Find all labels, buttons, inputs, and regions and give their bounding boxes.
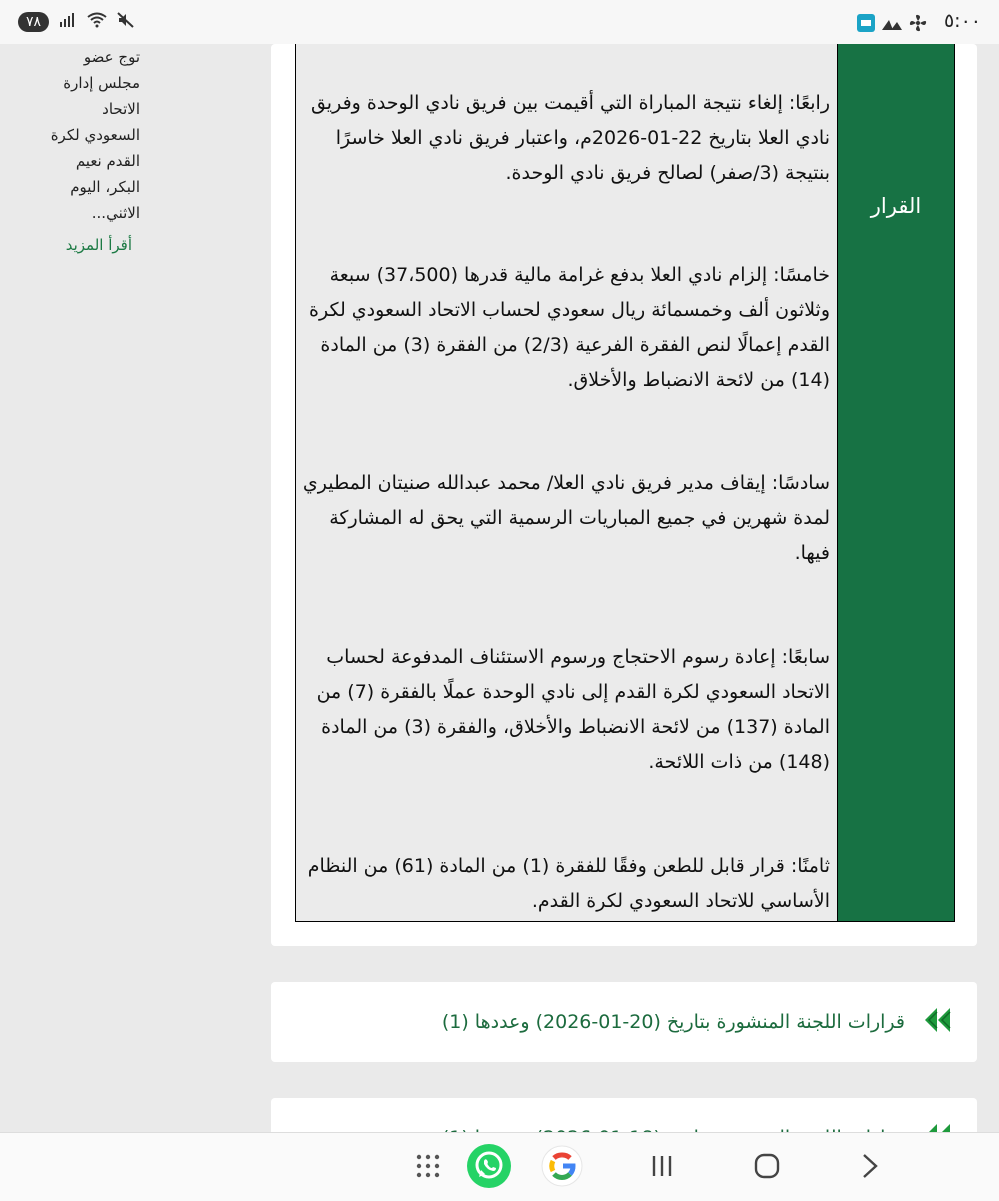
excerpt-line: البكر، اليوم: [70, 178, 140, 196]
committee-decisions-title[interactable]: قرارات اللجنة المنشورة بتاريخ (20-01-2026) وعددها (1): [441, 1011, 905, 1033]
read-more-link[interactable]: أقرأ المزيد: [65, 236, 132, 254]
navigation-bar: [0, 1132, 999, 1201]
clock: ٥:٠٠: [943, 10, 981, 32]
committee-decisions-link[interactable]: [442, 982, 953, 1062]
decision-paragraph: خامسًا: إلزام نادي العلا بدفع غرامة مالية قدرها (37،500) سبعة وثلاثون ألف وخمسمائة ريال سعودي لحساب الاتحاد السعودي لكرة القدم إعمالًا لنص الفقرة الفرعية (2/3) من الفقرة (3) من المادة (14) من لائحة الانضباط والأخلاق.: [309, 264, 830, 391]
app-drawer-icon[interactable]: [410, 1143, 446, 1189]
news-excerpt: [20, 44, 140, 226]
excerpt-line: مجلس إدارة: [63, 74, 140, 92]
committee-decisions-card[interactable]: [271, 982, 977, 1062]
double-arrow-icon: [921, 1004, 953, 1040]
decision-card: [271, 44, 977, 946]
excerpt-line: الاتحاد: [102, 100, 140, 118]
whatsapp-icon[interactable]: [465, 1143, 513, 1189]
excerpt-line: توج عضو: [83, 48, 140, 66]
decision-content-cell: [296, 44, 836, 921]
fan-icon: [909, 14, 927, 36]
wifi-icon: [87, 12, 107, 32]
decision-label-cell: [837, 44, 954, 921]
status-right-icons: [857, 14, 927, 36]
network-icon: [881, 16, 903, 35]
battery-indicator: ٧٨: [18, 12, 49, 32]
home-icon[interactable]: [748, 1143, 786, 1189]
excerpt-line: الاثني...: [91, 204, 140, 222]
recent-apps-icon[interactable]: [645, 1143, 679, 1189]
excerpt-line: القدم نعيم: [75, 152, 140, 170]
decision-label: القرار: [870, 194, 922, 218]
google-icon[interactable]: [538, 1143, 586, 1189]
back-icon[interactable]: [852, 1143, 886, 1189]
decision-paragraph: رابعًا: إلغاء نتيجة المباراة التي أقيمت بين فريق نادي الوحدة وفريق نادي العلا بتاريخ 22-01-2026م، واعتبار فريق نادي العلا خاسرًا بنتيجة (3/صفر) لصالح فريق نادي الوحدة.: [310, 92, 830, 184]
excerpt-line: السعودي لكرة: [50, 126, 140, 144]
app-icon: [857, 14, 875, 36]
decision-table: [295, 44, 955, 922]
status-bar: [0, 0, 999, 44]
signal-icon: [59, 12, 77, 32]
decision-paragraph: سابعًا: إعادة رسوم الاحتجاج ورسوم الاستئناف المدفوعة لحساب الاتحاد السعودي لكرة القدم إلى نادي الوحدة عملًا بالفقرة (7) من المادة (137) من لائحة الانضباط والأخلاق، والفقرة (3) من المادة (148) من ذات اللائحة.: [316, 646, 830, 773]
status-left: [18, 12, 135, 32]
decision-paragraph: ثامنًا: قرار قابل للطعن وفقًا للفقرة (1) من المادة (61) من النظام الأساسي للاتحاد السعودي لكرة القدم.: [307, 855, 830, 912]
decision-paragraph: سادسًا: إيقاف مدير فريق نادي العلا/ محمد عبدالله صنيتان المطيري لمدة شهرين في جميع المباريات الرسمية التي يحق له المشاركة فيها.: [302, 472, 830, 564]
mute-icon: [117, 12, 135, 32]
